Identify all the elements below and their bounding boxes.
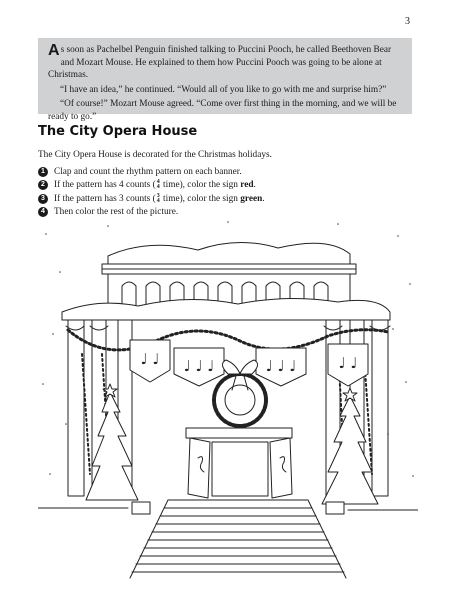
step-number-badge: 4 [38,207,48,217]
roof [102,242,356,274]
instruction-step [38,179,265,193]
banner-rhythm: ♩ ♩ ♩ [183,357,215,375]
time-signature-top: 4 [156,179,160,186]
time-signature-bottom: 4 [156,184,160,191]
doorway [186,428,292,498]
time-signature-top: 3 [156,192,160,199]
color-word: red [240,180,254,191]
instruction-list [38,165,265,219]
step-text [54,194,265,204]
story-paragraph-1-text: s soon as Pachelbel Penguin finished talking to Puccini Pooch, he called Beethoven Bear and Mozart Mouse. He explained to them how Puccini Pooch was going to be alone at Christmas. [48,45,392,80]
step-text-mid: time), color the sign [160,193,241,204]
step-text: Then color the rest of the picture. [54,207,179,218]
drop-cap: A [48,42,60,59]
time-signature [157,194,160,204]
page-number: 3 [405,16,410,27]
step-text-mid: time), color the sign [160,180,241,191]
story-paragraph-3: “Of course!” Mozart Mouse agreed. “Come over first thing in the morning, and we will be ready to go.” [48,99,397,122]
step-text [54,180,256,190]
step-text-pre: If the pattern has 4 counts ( [54,180,156,191]
step-number-badge: 3 [38,194,48,204]
section-intro: The City Opera House is decorated for the Christmas holidays. [38,150,272,160]
step-text-post: . [262,193,265,204]
banner-rhythm: ♩ ♩ [338,354,358,372]
story-box [38,38,412,122]
banner-2 [174,348,224,386]
opera-house-illustration [38,214,418,594]
banner-1 [130,340,170,382]
step-text-pre: If the pattern has 3 counts ( [54,193,156,204]
time-signature-bottom: 4 [156,197,160,204]
step-number-badge: 2 [38,180,48,190]
tree-left [86,384,138,500]
step-text: Clap and count the rhythm pattern on each banner. [54,166,242,177]
banner-3 [256,348,306,386]
step-text-post: . [253,180,256,191]
story-paragraph-1 [48,44,402,82]
instruction-step [38,192,265,206]
banner-rhythm: ♩ ♩ ♩ [265,357,297,375]
banner-4 [328,344,368,386]
steps [38,500,418,578]
story-paragraph-2: “I have an idea,” he continued. “Would all of you like to go with me and surprise him?” [60,84,387,95]
time-signature [157,180,160,190]
step-number-badge: 1 [38,167,48,177]
banner-rhythm: ♩ ♩ [140,350,160,368]
instruction-step [38,165,265,179]
section-title: The City Opera House [38,124,198,139]
color-word: green [240,193,263,204]
